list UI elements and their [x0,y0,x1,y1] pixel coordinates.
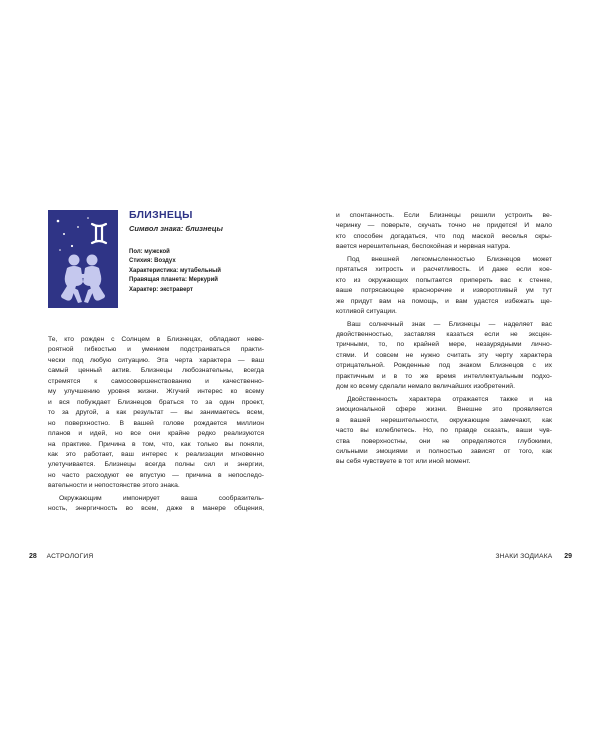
text-line: му улучшению уровня жизни. Жгучий интерес ко всему [48,388,264,396]
text-line: часто вы колеблетесь. Но, по правде сказать, ваши чув- [336,427,552,435]
text-line: роятной гибкостью и умением подстраиваться практи- [48,346,264,354]
text-line: и вся побуждает Близнецов браться то за один проект, [48,398,264,406]
text-line: же придут вам на помощь, и вам удастся избежать ще- [336,297,552,305]
right-text-column [336,211,552,468]
text-line: как это работает, ваш интерес к реализации мгновенно [48,450,264,458]
text-line: но часто расходуют ее впустую — причина в непоследо- [48,471,264,479]
text-line: на практике. Причина в том, что, как только вы поняли, [48,440,264,448]
sign-modality: Характеристика: мутабельный [129,267,221,274]
right-page-number: 29 [564,553,572,560]
text-line: то за другой, а как результат — вы занимаетесь всем, [48,409,264,417]
text-line: Двойственность характера отражается также и на [347,395,552,403]
text-line: стремятся к самосовершенствованию и качественно- [48,377,264,385]
text-line: Ваш солнечный знак — Близнецы — наделяет вас [347,320,552,328]
text-line: улетучивается. Близнецы всегда полны сил и энергии, [48,461,264,469]
sign-title: БЛИЗНЕЦЫ [129,209,193,221]
text-line: самый ценный актив. Близнецы любознательны, всегда [48,367,264,375]
text-line: но поверхностно. В вашей голове рождается миллион [48,419,264,427]
sign-properties [129,248,309,295]
footer-right [495,552,572,562]
sign-symbol: Символ знака: близнецы [129,224,223,233]
text-line: в вашей нерешительности, окружающие замечают, как [336,416,552,424]
sign-gender: Пол: мужской [129,249,170,255]
text-line: тричными, то, по крайней мере, незаурядными лично- [336,341,552,349]
text-line: ваше потрясающее красноречие и изворотливый ум тут [336,287,552,295]
text-line: ность, энергичность во всем, даже в манере общения, [48,505,264,513]
text-line: Те, кто рожден с Солнцем в Близнецах, обладают неве- [48,336,264,343]
sign-ruling-planet: Правящая планета: Меркурий [129,277,218,284]
text-line: кто способен догадаться, что под маской веселья скры- [336,232,552,240]
left-text-column [48,335,264,515]
text-line: кто из окружающих попытается припереть вас к стенке, [336,276,552,284]
text-line: прятаться хитрость и расчетливость. И даже если кое- [336,266,552,274]
text-line: Под внешней легкомысленностью Близнецов может [347,255,552,263]
text-line: вы себя чувствуете в тот или иной момент. [336,458,471,466]
sign-character: Характер: экстраверт [129,286,193,293]
gemini-twins-illustration [48,210,118,308]
sign-element: Стихия: Воздух [129,258,176,265]
text-line: Окружающим импонирует ваша сообразитель- [59,494,264,502]
text-line: дом ко всему сделали немало величайших изобретений. [336,383,515,391]
text-line: ства поверхностны, они не определяются глубокими, [336,437,552,445]
text-line: эмоциональной сфере жизни. Внешне это проявляется [336,406,552,414]
text-line: отрицательной. Рожденные под знаком Близнецов с их [336,362,552,370]
text-line: стями. И совсем не нужно считать эту черту характера [336,351,552,359]
text-line: планов и идей, но все они крайне редко реализуются [48,430,264,438]
sign-info-block [129,209,309,295]
right-running-title: ЗНАКИ ЗОДИАКА [495,553,553,560]
left-page-number: 28 [29,553,37,560]
footer-left [29,552,93,562]
text-line: двойственностью, заставляя казаться если не эксцен- [336,330,552,338]
text-line: вается нерешительная, беспокойная и нервная натура. [336,243,511,251]
text-line: вательности и непостоянстве этого знака. [48,482,180,490]
text-line: котливой ситуации. [336,308,397,316]
text-line: черинку — поверьте, скучать точно не придется! И мало [336,222,552,230]
text-line: и спонтанность. Если Близнецы решили устроить ве- [336,212,552,219]
text-line: сильными эмоциями и полностью зависят от того, как [336,447,552,455]
left-running-title: АСТРОЛОГИЯ [46,553,94,560]
text-line: практичным и в то же время интеллектуальным подхо- [336,372,552,380]
text-line: чески под любую ситуацию. Эта черта характера — ваш [48,356,264,364]
